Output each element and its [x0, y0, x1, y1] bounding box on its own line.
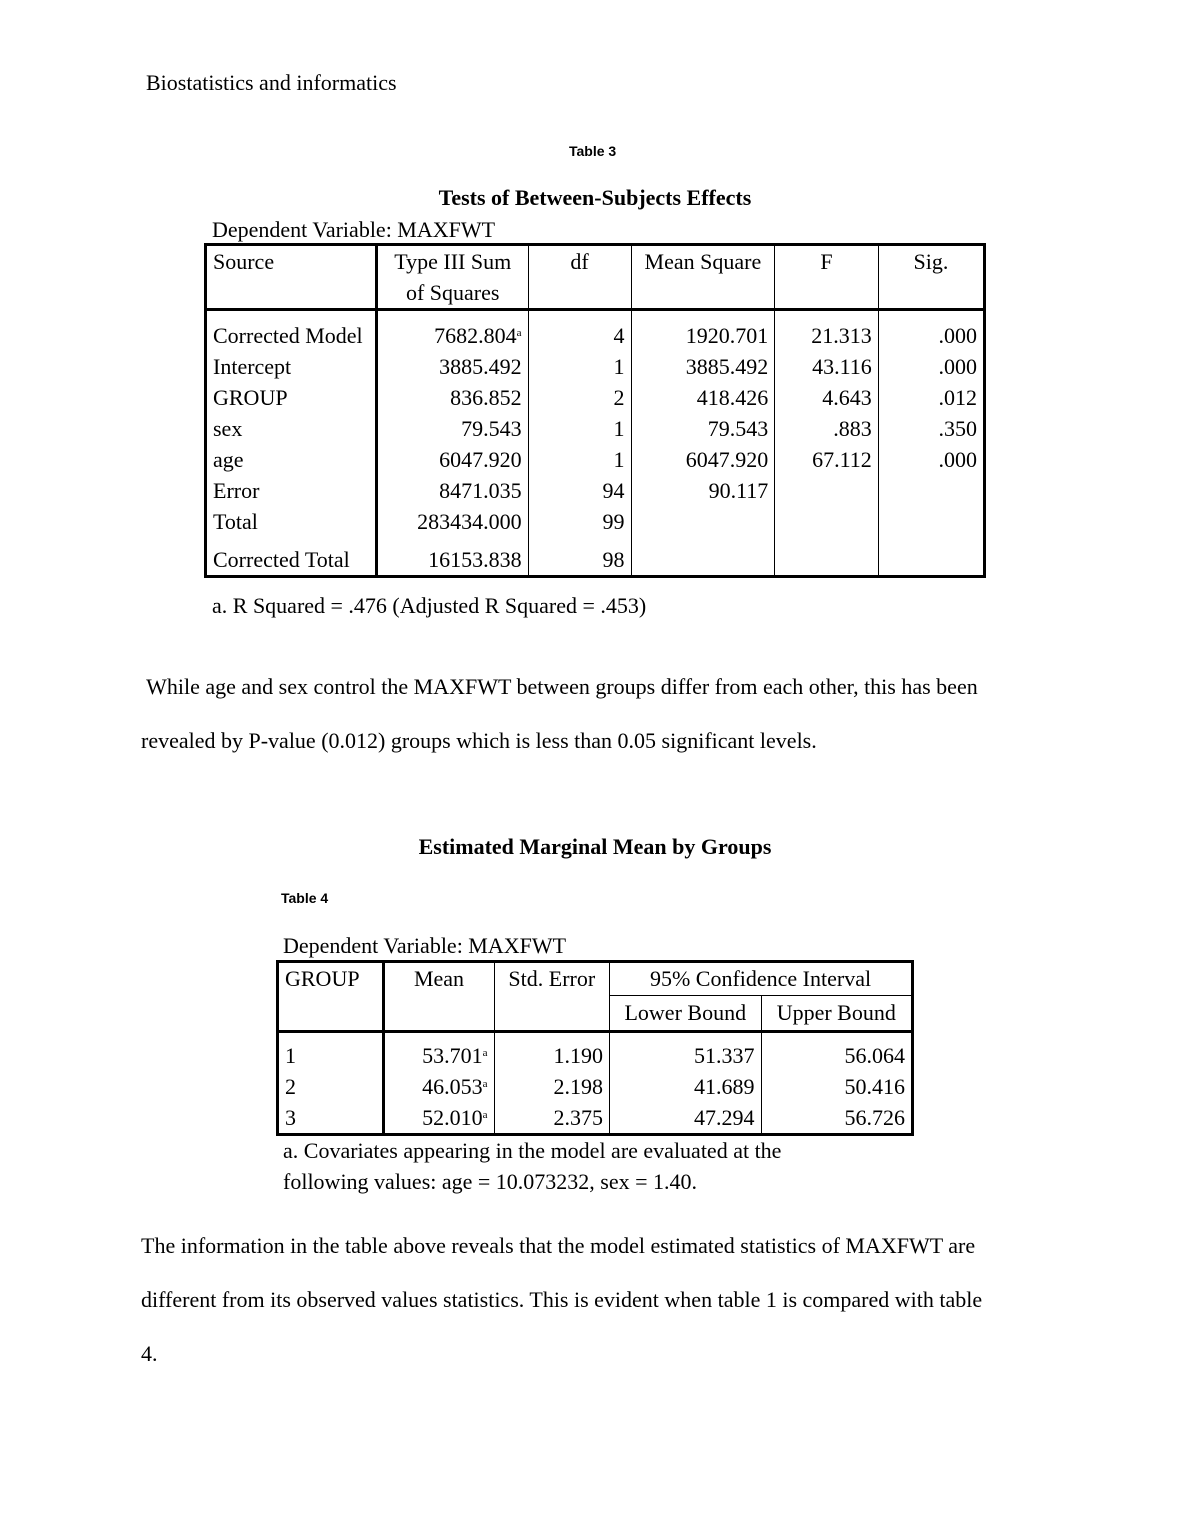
row-df: 1	[528, 351, 631, 382]
row-sum-of-squares: 283434.000	[376, 506, 528, 537]
row-df: 94	[528, 475, 631, 506]
table-row	[278, 1032, 913, 1072]
footnote-marker: a	[482, 1109, 488, 1121]
row-source: Error	[213, 478, 260, 503]
row-f: 67.112	[775, 444, 879, 475]
col-header-source: Source	[213, 249, 275, 274]
row-source: Total	[213, 509, 258, 534]
row-sum-of-squares: 79.543	[376, 413, 528, 444]
row-sum-of-squares: 8471.035	[376, 475, 528, 506]
paragraph-line: revealed by P-value (0.012) groups which is less than 0.05 significant levels.	[141, 728, 817, 753]
row-sig: .350	[878, 413, 984, 444]
table-row	[278, 1102, 913, 1135]
row-f: 21.313	[775, 310, 879, 352]
row-sig: .000	[878, 310, 984, 352]
footnote-marker: a	[516, 327, 522, 339]
row-mean: 53.701$^a$	[383, 1032, 494, 1072]
row-df: 1	[528, 444, 631, 475]
row-f	[775, 506, 879, 537]
row-mean-square	[631, 537, 775, 577]
anova-table	[204, 243, 986, 578]
row-mean-square: 90.117	[631, 475, 775, 506]
table3-footnote: a. R Squared = .476 (Adjusted R Squared = .453)	[212, 593, 647, 618]
row-sum-of-squares: 7682.804$^a$	[376, 310, 528, 352]
row-std-error: 1.190	[494, 1032, 610, 1072]
row-df: 1	[528, 413, 631, 444]
row-sig: .000	[878, 351, 984, 382]
table-row	[206, 475, 985, 506]
row-lower-bound: 51.337	[610, 1032, 761, 1072]
row-upper-bound: 56.064	[761, 1032, 912, 1072]
table-row	[206, 413, 985, 444]
table4-dependent-variable: Dependent Variable: MAXFWT	[283, 933, 567, 958]
row-lower-bound: 41.689	[610, 1071, 761, 1102]
row-source: age	[213, 447, 244, 472]
row-group: 2	[285, 1074, 296, 1099]
row-sum-of-squares: 6047.920	[376, 444, 528, 475]
row-mean: 46.053$^a$	[383, 1071, 494, 1102]
col-header-mean: Mean	[383, 962, 494, 1032]
means-header-row	[278, 962, 913, 996]
table-row	[206, 382, 985, 413]
col-header-df: df	[528, 245, 631, 310]
table3-title: Tests of Between-Subjects Effects	[438, 185, 752, 210]
row-sig	[878, 475, 984, 506]
row-df: 4	[528, 310, 631, 352]
row-source: Corrected Model	[213, 323, 363, 348]
row-mean-square: 418.426	[631, 382, 775, 413]
row-source: Intercept	[213, 354, 292, 379]
table-row	[206, 537, 985, 577]
table4-title: Estimated Marginal Mean by Groups	[418, 834, 772, 859]
paragraph-line: The information in the table above reveals that the model estimated statistics of MAXFWT are	[141, 1233, 976, 1258]
row-lower-bound: 47.294	[610, 1102, 761, 1135]
row-source: sex	[213, 416, 243, 441]
row-df: 99	[528, 506, 631, 537]
marginal-means-table	[276, 960, 914, 1136]
row-source: GROUP	[213, 385, 288, 410]
table3-caption: Table 3	[569, 143, 617, 159]
row-f: .883	[775, 413, 879, 444]
table-row	[206, 351, 985, 382]
row-mean-square	[631, 506, 775, 537]
col-header-f: F	[775, 245, 879, 310]
footnote-marker: a	[482, 1047, 488, 1059]
col-header-upper-bound: Upper Bound	[761, 996, 912, 1032]
row-df: 2	[528, 382, 631, 413]
paragraph-line: While age and sex control the MAXFWT between groups differ from each other, this has been	[141, 674, 978, 699]
table-row	[206, 506, 985, 537]
col-header-mean-square: Mean Square	[631, 245, 775, 310]
table4-footnote: a. Covariates appearing in the model are evaluated at the following values: age = 10.073232, sex = 1.40.	[283, 1138, 782, 1194]
row-f	[775, 475, 879, 506]
col-header-group: GROUP	[285, 966, 360, 991]
row-f	[775, 537, 879, 577]
row-upper-bound: 56.726	[761, 1102, 912, 1135]
table3-dependent-variable: Dependent Variable: MAXFWT	[212, 217, 496, 242]
table-row	[206, 310, 985, 352]
table-row	[278, 1071, 913, 1102]
row-mean: 52.010$^a$	[383, 1102, 494, 1135]
row-sum-of-squares: 16153.838	[376, 537, 528, 577]
table-row	[206, 444, 985, 475]
row-group: 1	[285, 1043, 296, 1068]
row-upper-bound: 50.416	[761, 1071, 912, 1102]
row-sum-of-squares: 3885.492	[376, 351, 528, 382]
row-sum-of-squares: 836.852	[376, 382, 528, 413]
paragraph-anova-interpretation	[141, 660, 1051, 768]
table4-caption: Table 4	[281, 890, 329, 906]
col-header-lower-bound: Lower Bound	[610, 996, 761, 1032]
col-header-confidence-interval: 95% Confidence Interval	[610, 962, 913, 996]
row-f: 43.116	[775, 351, 879, 382]
row-mean-square: 1920.701	[631, 310, 775, 352]
row-f: 4.643	[775, 382, 879, 413]
row-mean-square: 3885.492	[631, 351, 775, 382]
anova-header-row	[206, 245, 985, 310]
row-mean-square: 6047.920	[631, 444, 775, 475]
row-std-error: 2.375	[494, 1102, 610, 1135]
row-sig	[878, 537, 984, 577]
paragraph-line: different from its observed values statistics. This is evident when table 1 is compared with table	[141, 1287, 983, 1312]
row-sig	[878, 506, 984, 537]
row-sig: .000	[878, 444, 984, 475]
row-mean-square: 79.543	[631, 413, 775, 444]
col-header-sig: Sig.	[878, 245, 984, 310]
paragraph-means-interpretation	[141, 1219, 1051, 1381]
footnote-marker: a	[482, 1078, 488, 1090]
row-sig: .012	[878, 382, 984, 413]
row-group: 3	[285, 1105, 296, 1130]
row-std-error: 2.198	[494, 1071, 610, 1102]
row-source: Corrected Total	[213, 547, 350, 572]
col-header-std-error: Std. Error	[494, 962, 610, 1032]
paragraph-line: 4.	[141, 1341, 158, 1366]
col-header-sum-of-squares: Type III Sum of Squares	[376, 245, 528, 310]
running-head: Biostatistics and informatics	[146, 70, 397, 95]
row-df: 98	[528, 537, 631, 577]
